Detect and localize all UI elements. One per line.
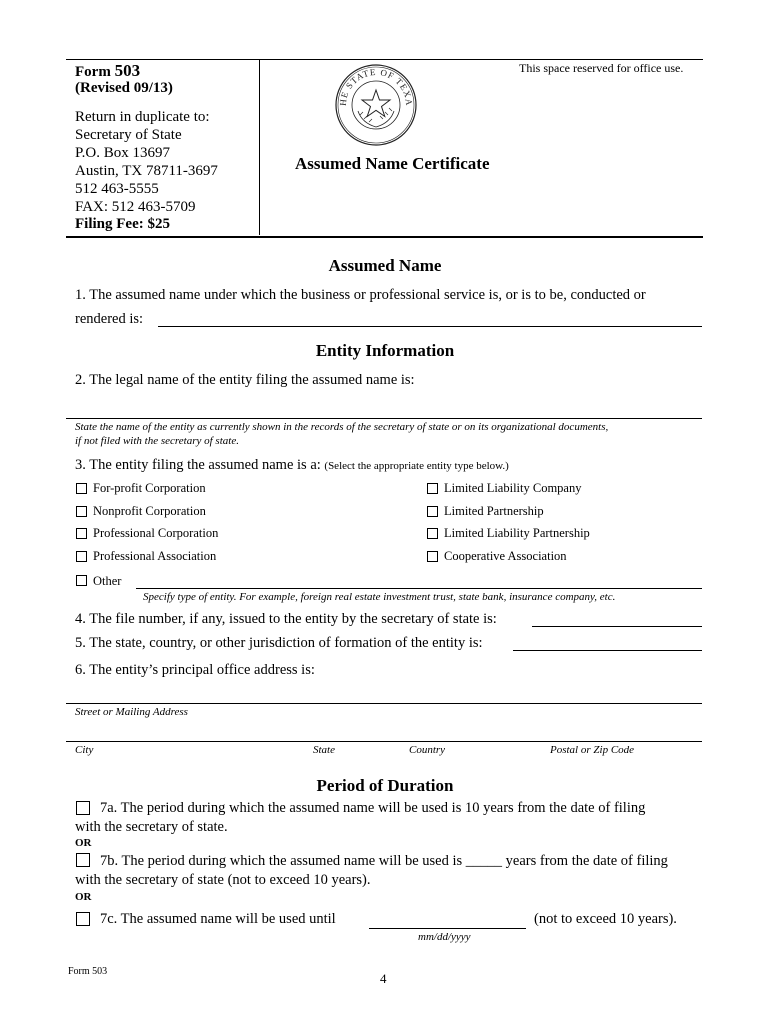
question-4-text: 4. The file number, if any, issued to the entity by the secretary of state is: bbox=[75, 611, 497, 627]
checkbox-professional-association[interactable] bbox=[76, 551, 87, 562]
entity-type-label: Limited Partnership bbox=[444, 504, 544, 518]
office-use-note: This space reserved for office use. bbox=[519, 61, 684, 75]
entity-name-note-cont: if not filed with the secretary of state. bbox=[75, 435, 239, 447]
question-1-text: 1. The assumed name under which the business or professional service is, or is to be, conducted or bbox=[75, 287, 646, 303]
question-7a-text-cont: with the secretary of state. bbox=[75, 819, 228, 835]
certificate-title: Assumed Name Certificate bbox=[295, 154, 490, 173]
entity-type-label: Limited Liability Company bbox=[444, 481, 582, 495]
question-7a-text: 7a. The period during which the assumed name will be used is 10 years from the date of filing bbox=[100, 800, 646, 816]
texas-seal-icon bbox=[334, 63, 418, 147]
checkbox-limited-partnership[interactable] bbox=[427, 506, 438, 517]
svg-text:THE STATE OF TEXAS: HE STATE OF TEXA bbox=[337, 66, 415, 107]
city-state-zip-field[interactable] bbox=[66, 741, 702, 742]
entity-type-label: Cooperative Association bbox=[444, 549, 567, 563]
checkbox-cooperative-association[interactable] bbox=[427, 551, 438, 562]
entity-type-label: Other bbox=[93, 574, 122, 588]
question-2-text: 2. The legal name of the entity filing the assumed name is: bbox=[75, 372, 415, 388]
checkbox-7a[interactable] bbox=[76, 801, 90, 815]
other-entity-type-field[interactable] bbox=[136, 588, 702, 589]
entity-type-label: Nonprofit Corporation bbox=[93, 504, 206, 518]
street-address-field[interactable] bbox=[66, 703, 702, 704]
filing-fee: Filing Fee: $25 bbox=[75, 216, 170, 232]
question-7c-text: 7c. The assumed name will be used until bbox=[100, 911, 336, 927]
entity-name-note: State the name of the entity as currently shown in the records of the secretary of state or on its organizational documents, bbox=[75, 421, 609, 433]
entity-type-label: Professional Association bbox=[93, 549, 217, 563]
revision-date: (Revised 09/13) bbox=[75, 80, 173, 96]
jurisdiction-field[interactable] bbox=[513, 650, 702, 651]
checkbox-limited-liability-company[interactable] bbox=[427, 483, 438, 494]
entity-legal-name-field[interactable] bbox=[66, 418, 702, 419]
state-label: State bbox=[313, 744, 335, 756]
assumed-name-heading: Assumed Name bbox=[328, 256, 442, 275]
entity-type-label: Limited Liability Partnership bbox=[444, 526, 590, 540]
entity-info-heading: Entity Information bbox=[315, 341, 455, 360]
checkbox-7b[interactable] bbox=[76, 853, 90, 867]
return-address: Return in duplicate to: Secretary of State P.O. Box 13697 Austin, TX 78711-3697 512 463-5555 FAX: 512 463-5709 bbox=[75, 109, 218, 215]
entity-type-label: For-profit Corporation bbox=[93, 481, 206, 495]
question-7b-text: 7b. The period during which the assumed name will be used is _____ years from the date of filing bbox=[100, 853, 668, 869]
question-1-text-cont: rendered is: bbox=[75, 311, 144, 327]
end-date-field[interactable] bbox=[369, 928, 526, 929]
city-label: City bbox=[75, 744, 94, 756]
entity-type-label: Professional Corporation bbox=[93, 526, 219, 540]
form-number: Form 503 bbox=[75, 61, 141, 80]
question-6-text: 6. The entity’s principal office address is: bbox=[75, 662, 315, 678]
checkbox-7c[interactable] bbox=[76, 912, 90, 926]
checkbox-nonprofit-corporation[interactable] bbox=[76, 506, 87, 517]
other-entity-note: Specify type of entity. For example, foreign real estate investment trust, state bank, insurance company, etc. bbox=[143, 591, 616, 603]
checkbox-other[interactable] bbox=[76, 575, 87, 586]
question-7c-tail: (not to exceed 10 years). bbox=[534, 911, 677, 927]
page-number: 4 bbox=[380, 971, 387, 986]
checkbox-professional-corporation[interactable] bbox=[76, 528, 87, 539]
street-address-label: Street or Mailing Address bbox=[75, 706, 188, 718]
or-label: OR bbox=[75, 891, 92, 903]
checkbox-limited-liability-partnership[interactable] bbox=[427, 528, 438, 539]
checkbox-for-profit-corporation[interactable] bbox=[76, 483, 87, 494]
country-label: Country bbox=[409, 744, 446, 756]
file-number-field[interactable] bbox=[532, 626, 702, 627]
header-divider bbox=[259, 59, 260, 235]
footer-form-label: Form 503 bbox=[68, 966, 108, 977]
date-format-hint: mm/dd/yyyy bbox=[418, 931, 471, 943]
question-3-text: 3. The entity filing the assumed name is a: (Select the appropriate entity type below.) bbox=[75, 457, 509, 473]
question-7b-text-cont: with the secretary of state (not to exceed 10 years). bbox=[75, 872, 371, 888]
question-5-text: 5. The state, country, or other jurisdiction of formation of the entity is: bbox=[75, 635, 483, 651]
duration-heading: Period of Duration bbox=[316, 776, 454, 795]
assumed-name-field[interactable] bbox=[158, 326, 702, 327]
or-label: OR bbox=[75, 837, 92, 849]
zip-label: Postal or Zip Code bbox=[550, 744, 635, 756]
